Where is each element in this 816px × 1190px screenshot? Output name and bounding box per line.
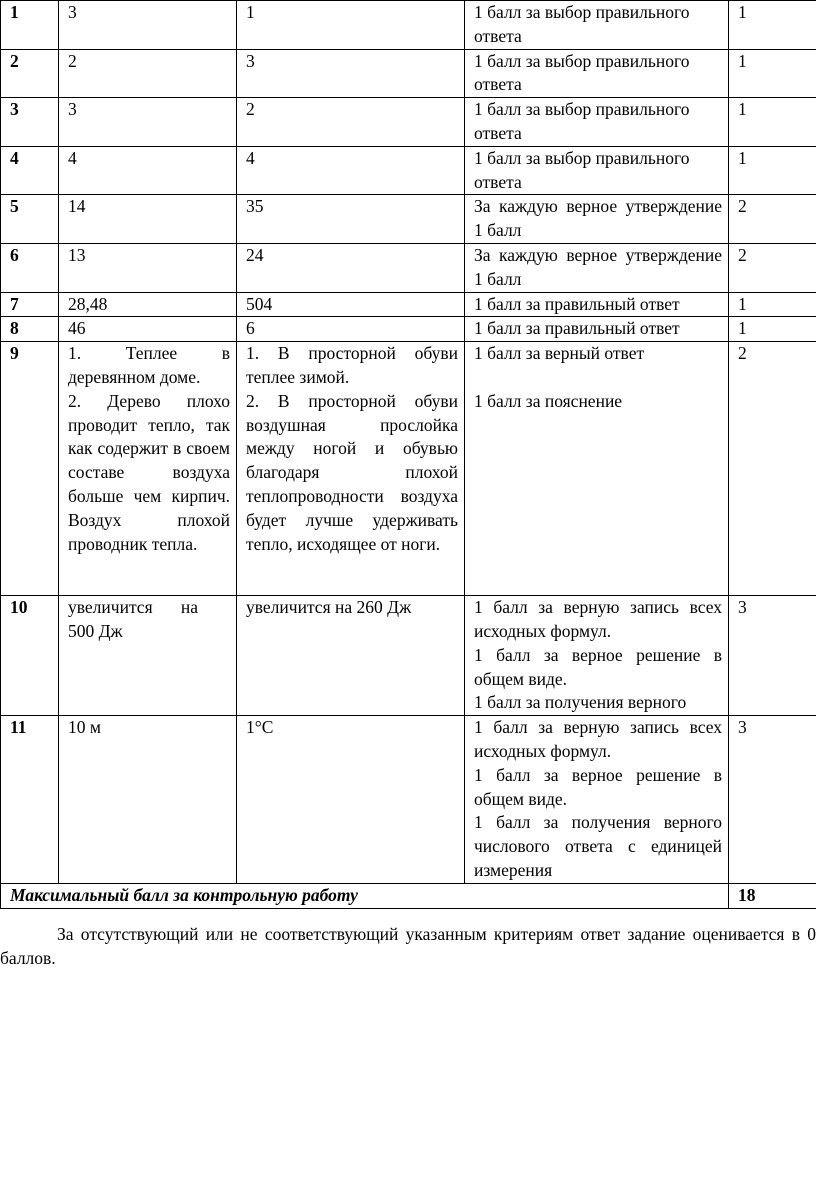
criteria-text: За каждую верное утверждение 1 балл (465, 243, 729, 292)
max-points: 1 (729, 98, 816, 147)
criteria-item: 1 балл за пояснение (474, 390, 623, 411)
task-number: 10 (1, 596, 59, 716)
task-number: 2 (1, 49, 59, 98)
criteria-item: 1 балл за получения верного (474, 692, 687, 713)
table-row (1, 596, 816, 716)
table-row (1, 98, 816, 147)
answer-variant-2 (237, 342, 465, 596)
task-number: 7 (1, 292, 59, 317)
criteria-text: 1 балл за выбор правильного ответа (465, 98, 729, 147)
criteria-item: 1 балл за верную запись всех исходных формул. (474, 717, 722, 761)
max-points: 1 (729, 49, 816, 98)
task-number: 6 (1, 243, 59, 292)
total-label: Максимальный балл за контрольную работу (1, 883, 729, 908)
criteria-text: 1 балл за выбор правильного ответа (465, 1, 729, 50)
max-points: 1 (729, 1, 816, 50)
criteria-text: 1 балл за правильный ответ (465, 317, 729, 342)
answer-variant-1 (59, 596, 237, 716)
table-row (1, 317, 816, 342)
answer-variant-1: 46 (59, 317, 237, 342)
task-number: 11 (1, 716, 59, 884)
answer-item: 2. Дерево плохо проводит тепло, так как содержит в своем составе воздуха больше чем кирпич. Воздух плохой проводник тепла. (68, 390, 230, 554)
criteria-text (465, 596, 729, 716)
task-number: 1 (1, 1, 59, 50)
table-row (1, 716, 816, 884)
answer-variant-2: 504 (237, 292, 465, 317)
table-row (1, 146, 816, 195)
table-row (1, 243, 816, 292)
task-number: 9 (1, 342, 59, 596)
criteria-text: 1 балл за выбор правильного ответа (465, 146, 729, 195)
max-points: 3 (729, 596, 816, 716)
task-number: 8 (1, 317, 59, 342)
answer-variant-2: 24 (237, 243, 465, 292)
answer-variant-2: 4 (237, 146, 465, 195)
criteria-text (465, 716, 729, 884)
table-row (1, 49, 816, 98)
criteria-item: 1 балл за верное решение в общем виде. (474, 764, 722, 809)
table-row (1, 195, 816, 244)
max-points: 1 (729, 292, 816, 317)
spacer (474, 366, 722, 390)
answer-variant-1: 3 (59, 1, 237, 50)
max-points: 1 (729, 146, 816, 195)
table-row (1, 292, 816, 317)
max-points: 1 (729, 317, 816, 342)
total-row (1, 883, 816, 908)
answer-item: 1. В просторной обуви теплее зимой. (246, 343, 458, 387)
answer-item: 2. В просторной обуви воздушная прослойка между ногой и обувью благодаря плохой теплопроводности воздуха будет лучше удерживать тепло, исходящее от ноги. (246, 390, 458, 554)
footnote (0, 922, 816, 970)
answer-variant-1: 14 (59, 195, 237, 244)
answer-variant-2: 2 (237, 98, 465, 147)
answer-variant-1: 2 (59, 49, 237, 98)
max-points: 2 (729, 243, 816, 292)
answer-variant-1: 3 (59, 98, 237, 147)
answer-variant-2: 35 (237, 195, 465, 244)
answer-variant-1: 4 (59, 146, 237, 195)
answer-item: увеличится на 500 Дж (68, 597, 198, 641)
criteria-item: 1 балл за получения верного числового ответа с единицей измерения (474, 812, 722, 880)
criteria-item: 1 балл за верный ответ (474, 343, 645, 364)
criteria-text: 1 балл за выбор правильного ответа (465, 49, 729, 98)
total-value: 18 (729, 883, 816, 908)
table-row (1, 1, 816, 50)
answer-variant-2: 1 (237, 1, 465, 50)
criteria-item: 1 балл за верную запись всех исходных формул. (474, 597, 722, 641)
answer-variant-2: 6 (237, 317, 465, 342)
criteria-text: За каждую верное утверждение 1 балл (465, 195, 729, 244)
criteria-item: 1 балл за верное решение в общем виде. (474, 644, 722, 689)
criteria-text (465, 342, 729, 596)
answer-variant-2: увеличится на 260 Дж (237, 596, 465, 716)
answer-variant-1: 28,48 (59, 292, 237, 317)
answer-variant-1 (59, 342, 237, 596)
footnote-text: За отсутствующий или не соответствующий указанным критериям ответ задание оценивается в 0 баллов. (0, 924, 816, 968)
task-number: 5 (1, 195, 59, 244)
max-points: 2 (729, 195, 816, 244)
max-points: 3 (729, 716, 816, 884)
answer-variant-2: 3 (237, 49, 465, 98)
table-row (1, 342, 816, 596)
answer-item: 1. Теплее в деревянном доме. (68, 343, 230, 387)
max-points: 2 (729, 342, 816, 596)
task-number: 3 (1, 98, 59, 147)
criteria-text: 1 балл за правильный ответ (465, 292, 729, 317)
answer-variant-2: 1°С (237, 716, 465, 884)
task-number: 4 (1, 146, 59, 195)
answer-variant-1: 13 (59, 243, 237, 292)
answer-variant-1: 10 м (59, 716, 237, 884)
